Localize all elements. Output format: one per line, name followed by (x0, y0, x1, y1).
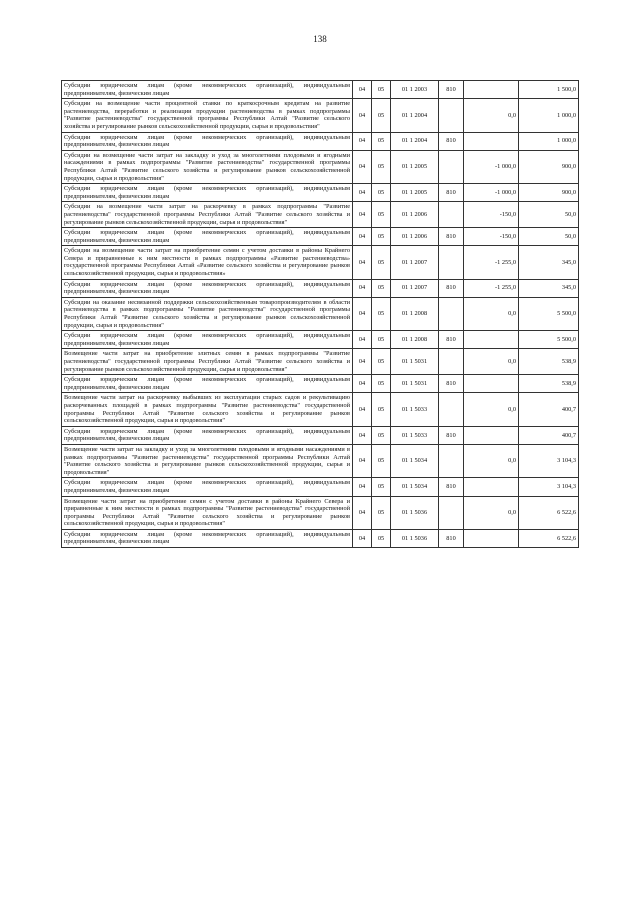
change-amount-cell (464, 132, 519, 150)
change-amount-cell (464, 81, 519, 99)
target-article-cell: 01 1 2006 (391, 202, 439, 228)
expense-type-cell (439, 393, 464, 426)
change-amount-cell: 0,0 (464, 444, 519, 477)
subsection-code-cell: 05 (372, 426, 391, 444)
change-amount-cell (464, 529, 519, 547)
total-amount-cell: 538,9 (519, 375, 579, 393)
section-code-cell: 04 (353, 426, 372, 444)
expense-type-cell (439, 150, 464, 183)
expense-type-cell (439, 444, 464, 477)
target-article-cell: 01 1 2006 (391, 228, 439, 246)
table-row (62, 349, 579, 375)
expense-type-cell: 810 (439, 331, 464, 349)
row-name-cell: Субсидии юридическим лицам (кроме некоммерческих организаций), индивидуальным предпринимателям, физическим лицам (62, 279, 353, 297)
target-article-cell: 01 1 2003 (391, 81, 439, 99)
subsection-code-cell: 05 (372, 349, 391, 375)
subsection-code-cell: 05 (372, 496, 391, 529)
target-article-cell: 01 1 5034 (391, 444, 439, 477)
change-amount-cell (464, 478, 519, 496)
expense-type-cell (439, 349, 464, 375)
change-amount-cell (464, 426, 519, 444)
table-row (62, 297, 579, 330)
target-article-cell: 01 1 5031 (391, 349, 439, 375)
row-name-cell: Субсидии юридическим лицам (кроме некоммерческих организаций), индивидуальным предпринимателям, физическим лицам (62, 228, 353, 246)
total-amount-cell: 6 522,6 (519, 496, 579, 529)
expense-type-cell: 810 (439, 529, 464, 547)
table-row (62, 279, 579, 297)
total-amount-cell: 5 500,0 (519, 331, 579, 349)
row-name-cell: Субсидии на возмещение части затрат на раскорчевку в рамках подпрограммы "Развитие растениеводства" государственной программы Республики Алтай "Развитие сельского хозяйства и регулирование рынков сельскохозяйственной продукции, сырья и продовольствия" (62, 202, 353, 228)
target-article-cell: 01 1 2005 (391, 184, 439, 202)
total-amount-cell: 50,0 (519, 228, 579, 246)
table-row (62, 228, 579, 246)
change-amount-cell: -1 000,0 (464, 184, 519, 202)
subsection-code-cell: 05 (372, 331, 391, 349)
subsection-code-cell: 05 (372, 246, 391, 279)
subsection-code-cell: 05 (372, 228, 391, 246)
section-code-cell: 04 (353, 228, 372, 246)
row-name-cell: Возмещение части затрат на закладку и уход за многолетними плодовыми и ягодными насаждениями в рамках подпрограммы "Развитие растениеводства" государственной программы Республики Алтай "Развитие сельского хозяйства и регулирование рынков сельскохозяйственной продукции, сырья и продовольствия" (62, 444, 353, 477)
subsection-code-cell: 05 (372, 478, 391, 496)
expense-type-cell (439, 496, 464, 529)
expense-type-cell: 810 (439, 375, 464, 393)
target-article-cell: 01 1 2008 (391, 297, 439, 330)
row-name-cell: Субсидии юридическим лицам (кроме некоммерческих организаций), индивидуальным предпринимателям, физическим лицам (62, 132, 353, 150)
row-name-cell: Субсидии на возмещение части затрат на приобретение семян с учетом доставки в районы Крайнего Севера и приравненные к ним местности в рамках подпрограммы «Развитие растениеводства» государственной программы Республики Алтай «Развитие сельского хозяйства и регулирование рынков сельскохозяйственной продукции, сырья и продовольствия» (62, 246, 353, 279)
change-amount-cell: 0,0 (464, 349, 519, 375)
subsection-code-cell: 05 (372, 297, 391, 330)
table-row (62, 444, 579, 477)
row-name-cell: Субсидии юридическим лицам (кроме некоммерческих организаций), индивидуальным предпринимателям, физическим лицам (62, 478, 353, 496)
target-article-cell: 01 1 2004 (391, 132, 439, 150)
change-amount-cell (464, 375, 519, 393)
expense-type-cell: 810 (439, 279, 464, 297)
expense-type-cell: 810 (439, 426, 464, 444)
section-code-cell: 04 (353, 99, 372, 132)
target-article-cell: 01 1 2008 (391, 331, 439, 349)
target-article-cell: 01 1 2005 (391, 150, 439, 183)
change-amount-cell: -150,0 (464, 202, 519, 228)
table-row (62, 99, 579, 132)
expense-type-cell: 810 (439, 228, 464, 246)
subsection-code-cell: 05 (372, 184, 391, 202)
row-name-cell: Субсидии юридическим лицам (кроме некоммерческих организаций), индивидуальным предпринимателям, физическим лицам (62, 184, 353, 202)
row-name-cell: Субсидии юридическим лицам (кроме некоммерческих организаций), индивидуальным предпринимателям, физическим лицам (62, 81, 353, 99)
section-code-cell: 04 (353, 246, 372, 279)
total-amount-cell: 1 000,0 (519, 99, 579, 132)
total-amount-cell: 400,7 (519, 426, 579, 444)
page-number: 138 (313, 34, 327, 44)
table-row (62, 150, 579, 183)
total-amount-cell: 3 104,3 (519, 444, 579, 477)
change-amount-cell: -1 255,0 (464, 279, 519, 297)
row-name-cell: Возмещение части затрат на приобретение элитных семян в рамках подпрограммы "Развитие растениеводства" государственной программы Республики Алтай "Развитие сельского хозяйства и регулирование рынков сельскохозяйственной продукции, сырья и продовольствия" (62, 349, 353, 375)
target-article-cell: 01 1 5034 (391, 478, 439, 496)
section-code-cell: 04 (353, 150, 372, 183)
subsection-code-cell: 05 (372, 81, 391, 99)
subsection-code-cell: 05 (372, 279, 391, 297)
row-name-cell: Субсидии юридическим лицам (кроме некоммерческих организаций), индивидуальным предпринимателям, физическим лицам (62, 426, 353, 444)
table-row (62, 202, 579, 228)
expense-type-cell: 810 (439, 81, 464, 99)
expense-type-cell (439, 297, 464, 330)
subsection-code-cell: 05 (372, 132, 391, 150)
table-row (62, 375, 579, 393)
total-amount-cell: 6 522,6 (519, 529, 579, 547)
section-code-cell: 04 (353, 331, 372, 349)
change-amount-cell: 0,0 (464, 297, 519, 330)
target-article-cell: 01 1 2004 (391, 99, 439, 132)
section-code-cell: 04 (353, 349, 372, 375)
table-row (62, 393, 579, 426)
row-name-cell: Субсидии на оказание несвязанной поддержки сельскохозяйственным товаропроизводителям в области растениеводства в рамках подпрограммы "Развитие растениеводства" государственной программы Республики Алтай "Развитие сельского хозяйства и регулирование рынков сельскохозяйственной продукции, сырья и продовольствия" (62, 297, 353, 330)
table-row (62, 246, 579, 279)
section-code-cell: 04 (353, 375, 372, 393)
table-row (62, 426, 579, 444)
row-name-cell: Субсидии юридическим лицам (кроме некоммерческих организаций), индивидуальным предпринимателям, физическим лицам (62, 375, 353, 393)
subsection-code-cell: 05 (372, 529, 391, 547)
section-code-cell: 04 (353, 81, 372, 99)
table-row (62, 478, 579, 496)
subsection-code-cell: 05 (372, 444, 391, 477)
row-name-cell: Возмещение части затрат на раскорчевку выбывших из эксплуатации старых садов и рекультивацию раскорчеванных площадей в рамках подпрограммы "Развитие растениеводства" государственной программы Республики Алтай "Развитие сельского хозяйства и регулирование рынков сельскохозяйственной продукции, сырья и продовольствия" (62, 393, 353, 426)
total-amount-cell: 1 000,0 (519, 132, 579, 150)
change-amount-cell: -1 000,0 (464, 150, 519, 183)
change-amount-cell: 0,0 (464, 393, 519, 426)
table-row (62, 132, 579, 150)
total-amount-cell: 900,0 (519, 184, 579, 202)
section-code-cell: 04 (353, 184, 372, 202)
row-name-cell: Субсидии юридическим лицам (кроме некоммерческих организаций), индивидуальным предпринимателям, физическим лицам (62, 529, 353, 547)
total-amount-cell: 900,0 (519, 150, 579, 183)
target-article-cell: 01 1 5031 (391, 375, 439, 393)
row-name-cell: Субсидии на возмещение части затрат на закладку и уход за многолетними плодовыми и ягодными насаждениями в рамках подпрограммы "Развитие растениеводства" государственной программы Республики Алтай "Развитие сельского хозяйства и регулирование рынков сельскохозяйственной продукции, сырья и продовольствия" (62, 150, 353, 183)
section-code-cell: 04 (353, 444, 372, 477)
total-amount-cell: 5 500,0 (519, 297, 579, 330)
change-amount-cell (464, 331, 519, 349)
total-amount-cell: 345,0 (519, 279, 579, 297)
target-article-cell: 01 1 5036 (391, 496, 439, 529)
total-amount-cell: 3 104,3 (519, 478, 579, 496)
expense-type-cell (439, 246, 464, 279)
subsection-code-cell: 05 (372, 375, 391, 393)
expense-type-cell (439, 99, 464, 132)
section-code-cell: 04 (353, 202, 372, 228)
change-amount-cell: 0,0 (464, 99, 519, 132)
table-row (62, 529, 579, 547)
change-amount-cell: 0,0 (464, 496, 519, 529)
section-code-cell: 04 (353, 297, 372, 330)
total-amount-cell: 345,0 (519, 246, 579, 279)
expense-type-cell: 810 (439, 184, 464, 202)
target-article-cell: 01 1 2007 (391, 279, 439, 297)
total-amount-cell: 1 500,0 (519, 81, 579, 99)
section-code-cell: 04 (353, 279, 372, 297)
subsection-code-cell: 05 (372, 150, 391, 183)
expense-type-cell (439, 202, 464, 228)
change-amount-cell: -1 255,0 (464, 246, 519, 279)
subsection-code-cell: 05 (372, 393, 391, 426)
total-amount-cell: 400,7 (519, 393, 579, 426)
row-name-cell: Возмещение части затрат на приобретение семян с учетом доставки в районы Крайнего Севера и приравненные к ним местности в рамках подпрограммы "Развитие растениеводства" государственной программы Республики Алтай "Развитие сельского хозяйства и регулирование рынков сельскохозяйственной продукции, сырья и продовольствия" (62, 496, 353, 529)
expense-type-cell: 810 (439, 478, 464, 496)
row-name-cell: Субсидии на возмещение части процентной ставки по краткосрочным кредитам на развитие растениеводства, переработки и реализации продукции растениеводства в рамках подпрограммы "Развитие растениеводства" государственной программы Республики Алтай "Развитие сельского хозяйства и регулирование рынков сельскохозяйственной продукции, сырья и продовольствия" (62, 99, 353, 132)
table-body (62, 81, 579, 548)
target-article-cell: 01 1 5033 (391, 426, 439, 444)
section-code-cell: 04 (353, 529, 372, 547)
table-row (62, 496, 579, 529)
total-amount-cell: 50,0 (519, 202, 579, 228)
table-row (62, 81, 579, 99)
target-article-cell: 01 1 5036 (391, 529, 439, 547)
row-name-cell: Субсидии юридическим лицам (кроме некоммерческих организаций), индивидуальным предпринимателям, физическим лицам (62, 331, 353, 349)
expense-type-cell: 810 (439, 132, 464, 150)
total-amount-cell: 538,9 (519, 349, 579, 375)
table-row (62, 331, 579, 349)
section-code-cell: 04 (353, 478, 372, 496)
target-article-cell: 01 1 5033 (391, 393, 439, 426)
section-code-cell: 04 (353, 393, 372, 426)
subsection-code-cell: 05 (372, 99, 391, 132)
subsection-code-cell: 05 (372, 202, 391, 228)
budget-table (61, 80, 579, 548)
target-article-cell: 01 1 2007 (391, 246, 439, 279)
change-amount-cell: -150,0 (464, 228, 519, 246)
section-code-cell: 04 (353, 496, 372, 529)
table-row (62, 184, 579, 202)
section-code-cell: 04 (353, 132, 372, 150)
